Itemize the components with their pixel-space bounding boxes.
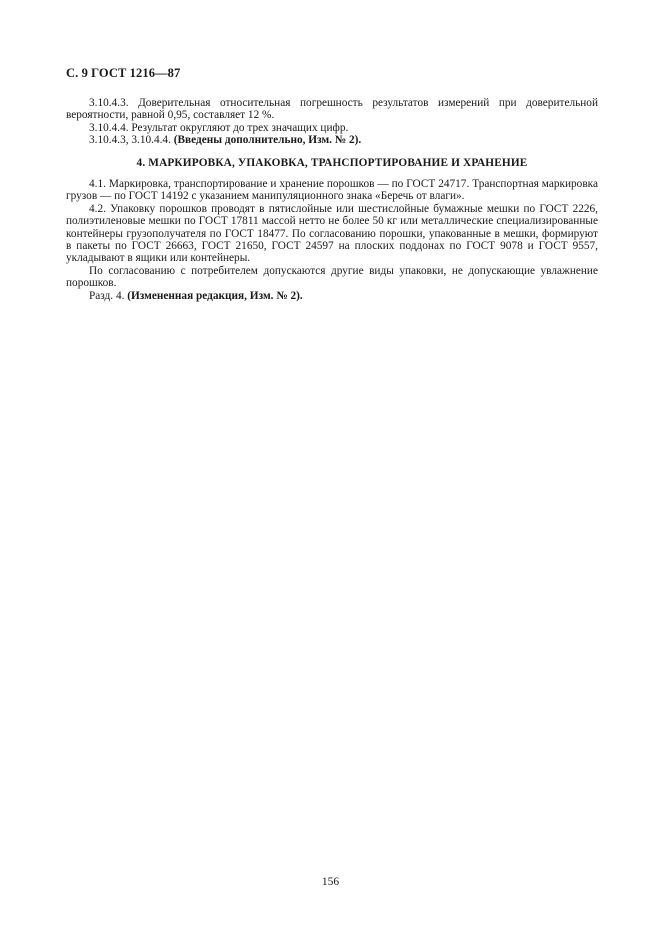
paragraph-section-4-note	[66, 290, 598, 302]
paragraph-3-10-4-4	[66, 122, 598, 134]
amendment-note: (Введены дополнительно, Изм. № 2).	[173, 134, 362, 147]
paragraph-text: 3.10.4.4. Результат округляют до трех значащих цифр.	[89, 121, 349, 134]
paragraph-4-1	[66, 178, 598, 203]
paragraph-packaging-agreement	[66, 265, 598, 290]
section-heading: 4. МАРКИРОВКА, УПАКОВКА, ТРАНСПОРТИРОВАНИЕ И ХРАНЕНИЕ	[136, 156, 528, 169]
paragraph-text: 4.2. Упаковку порошков проводят в пятислойные или шестислойные бумажные мешки по ГОСТ 2226, полиэтиленовые мешки по ГОСТ 17811 массой нетто не более 50 кг или металлические специализированные контейнеры грузополучателя по ГОСТ 18477. По согласованию порошки, упакованные в мешки, формируют в пакеты по ГОСТ 26663, ГОСТ 21650, ГОСТ 24597 на плоских поддонах по ГОСТ 9078 и ГОСТ 9557, укладывают в ящики или контейнеры.	[66, 202, 598, 265]
paragraph-4-2	[66, 203, 598, 265]
paragraph-text: Разд. 4.	[89, 289, 128, 302]
paragraph-text: 4.1. Маркировка, транспортирование и хранение порошков — по ГОСТ 24717. Транспортная маркировка грузов — по ГОСТ 14192 с указанием манипуляционного знака «Беречь от влаги».	[66, 178, 598, 203]
document-body	[66, 97, 598, 302]
paragraph-text: 3.10.4.3, 3.10.4.4.	[89, 134, 174, 147]
paragraph-text: 3.10.4.3. Доверительная относительная погрешность результатов измерений при доверительной вероятности, равной 0,95, составляет 12 %.	[66, 97, 598, 122]
amendment-note: (Измененная редакция, Изм. № 2).	[127, 289, 303, 302]
paragraph-text: По согласованию с потребителем допускаются другие виды упаковки, не допускающие увлажнение порошков.	[66, 264, 598, 290]
page-header: С. 9 ГОСТ 1216—87	[66, 66, 181, 80]
paragraph-amendment-note	[66, 134, 598, 146]
paragraph-3-10-4-3	[66, 97, 598, 122]
page-number: 156	[321, 876, 340, 888]
